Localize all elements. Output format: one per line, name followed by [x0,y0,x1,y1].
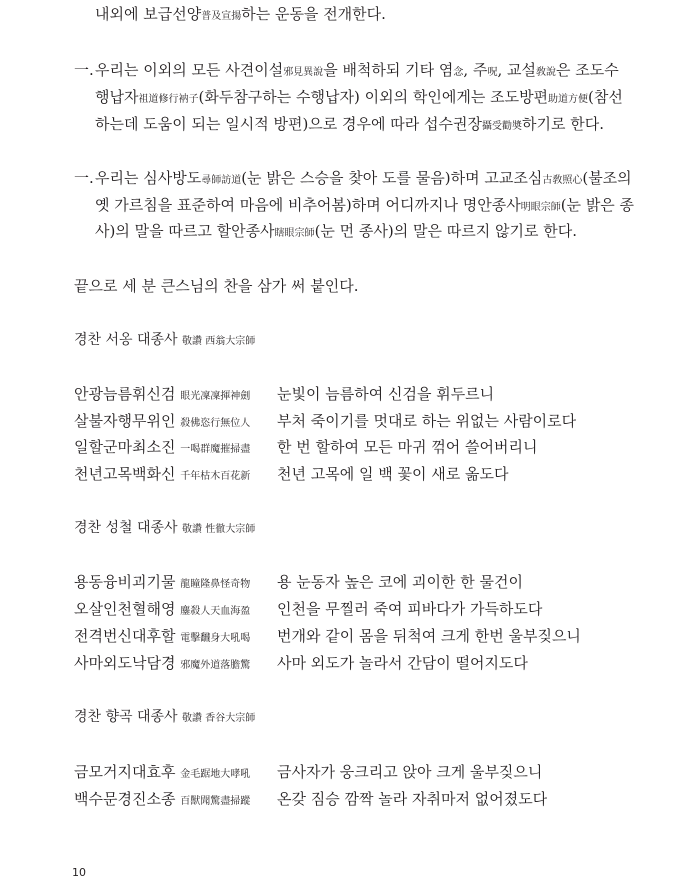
verse-translation: 사마 외도가 놀라서 간담이 떨어지도다 [277,654,528,672]
verse-korean: 전격번신대후할 [74,627,176,645]
section-heading [74,330,255,352]
item2-line1 [95,168,632,191]
verse-translation: 한 번 할하여 모든 마귀 꺾어 쓸어버리니 [277,438,538,456]
verse-original [74,599,250,622]
verse-hanja: 殺佛恣行無位人 [180,418,251,429]
section-heading [74,707,255,729]
heading-text: 경찬 향곡 대종사 [74,709,178,725]
verse-original [74,789,250,812]
text: 은 조도수 [555,61,619,79]
hanja: 念 [453,67,464,78]
verse-korean: 용동융비괴기물 [74,573,176,591]
heading-hanja: 敬讚 西翁大宗師 [182,336,256,347]
item1-line1 [95,60,619,83]
item1-line3 [95,114,604,137]
text: (참선 [588,88,623,106]
verse-original [74,762,250,785]
heading-hanja: 敬讚 性徹大宗師 [182,524,256,535]
hanja: 祖道修行衲子 [138,94,199,105]
verse-translation: 번개와 같이 몸을 뒤척여 크게 한번 울부짖으니 [277,627,581,645]
verse-translation: 용 눈동자 높은 코에 괴이한 한 물건이 [277,573,523,591]
item2-line3 [95,221,577,244]
verse-original [74,411,250,434]
text: 우리는 심사방도 [95,169,202,187]
hanja: 助道方便 [548,94,589,105]
text: (화두참구하는 수행납자) 이외의 학인에게는 조도방편 [198,88,549,106]
verse-translation: 눈빛이 늠름하여 신검을 휘두르니 [277,385,495,403]
hanja: 尋師訪道 [201,175,242,186]
text: (눈 먼 종사)의 말은 따르지 않기로 한다. [314,222,577,240]
verse-translation: 천년 고목에 일 백 꽃이 새로 옮도다 [277,465,509,483]
page-number: 10 [72,866,86,879]
hanja: 明眼宗師 [520,202,561,213]
verse-hanja: 龍瞳隆鼻怪奇物 [180,579,251,590]
verse-korean: 안광늠름휘신검 [74,385,176,403]
intro-line [95,4,386,27]
verse-original [74,384,250,407]
hanja: 攝受勸奬 [482,121,522,132]
item2-dash: 一. [74,169,94,187]
verse-korean: 사마외도낙담경 [74,654,176,672]
hanja: 呪 [487,67,498,78]
text: 을 배척하되 기타 염 [323,61,454,79]
verse-hanja: 金毛踞地大哮吼 [180,769,251,780]
verse-original [74,464,250,487]
verse-korean: 금모거지대효후 [74,763,176,781]
text: 행납자 [95,88,139,106]
verse-hanja: 電擊飜身大吼喝 [180,633,251,644]
item1-dash: 一. [74,61,94,79]
verse-hanja: 鏖殺人天血海盈 [180,606,251,617]
verse-original [74,437,250,460]
text: 하는데 도움이 되는 일시적 방편)으로 경우에 따라 섭수권장 [95,115,482,133]
text: 하기로 한다. [522,115,604,133]
verse-korean: 백수문경진소종 [74,790,176,808]
text: 하는 운동을 전개한다. [241,5,386,23]
verse-hanja: 邪魔外道落膽驚 [180,660,251,671]
heading-hanja: 敬讚 香谷大宗師 [182,713,256,724]
text: 내외에 보급선양 [95,5,202,23]
verse-hanja: 千年枯木百花新 [180,471,251,482]
hanja: 邪見異說 [283,67,324,78]
text: , 주 [463,61,488,79]
verse-translation: 인천을 무찔러 죽여 피바다가 가득하도다 [277,600,543,618]
text: (눈 밝은 종 [560,196,635,214]
section-heading [74,518,255,540]
text: (눈 밝은 스승을 찾아 도를 물음)하며 고교조심 [241,169,543,187]
verse-korean: 천년고목백화신 [74,465,176,483]
verse-translation: 온갖 짐승 깜짝 놀라 자취마저 없어졌도다 [277,790,548,808]
text: , 교설 [497,61,536,79]
hanja: 瞎眼宗師 [274,228,315,239]
heading-text: 경찬 성철 대종사 [74,520,178,536]
verse-korean: 오살인천혈해영 [74,600,176,618]
verse-korean: 살불자행무위인 [74,412,176,430]
text: 우리는 이외의 모든 사견이설 [95,61,284,79]
text: (불조의 [582,169,632,187]
verse-hanja: 一喝群魔摧掃盡 [180,444,251,455]
verse-hanja: 眼光凜凜揮神劍 [180,391,251,402]
verse-translation: 금사자가 웅크리고 앉아 크게 울부짖으니 [277,763,543,781]
verse-korean: 일할군마최소진 [74,438,176,456]
verse-original [74,572,250,595]
verse-translation: 부처 죽이기를 멋대로 하는 위없는 사람이로다 [277,412,577,430]
closing-line: 끝으로 세 분 큰스님의 찬을 삼가 써 붙인다. [74,277,359,295]
item2-line2 [95,195,634,218]
text: 사)의 말을 따르고 할안종사 [95,222,275,240]
hanja: 古敎照心 [542,175,583,186]
hanja: 普及宣揚 [201,11,242,22]
hanja: 敎說 [535,67,556,78]
verse-hanja: 百獸聞驚盡掃蹤 [180,796,251,807]
verse-original [74,626,250,649]
heading-text: 경찬 서옹 대종사 [74,332,178,348]
verse-original [74,653,250,676]
text: 옛 가르침을 표준하여 마음에 비추어봄)하며 어디까지나 명안종사 [95,196,521,214]
item1-line2 [95,87,623,110]
